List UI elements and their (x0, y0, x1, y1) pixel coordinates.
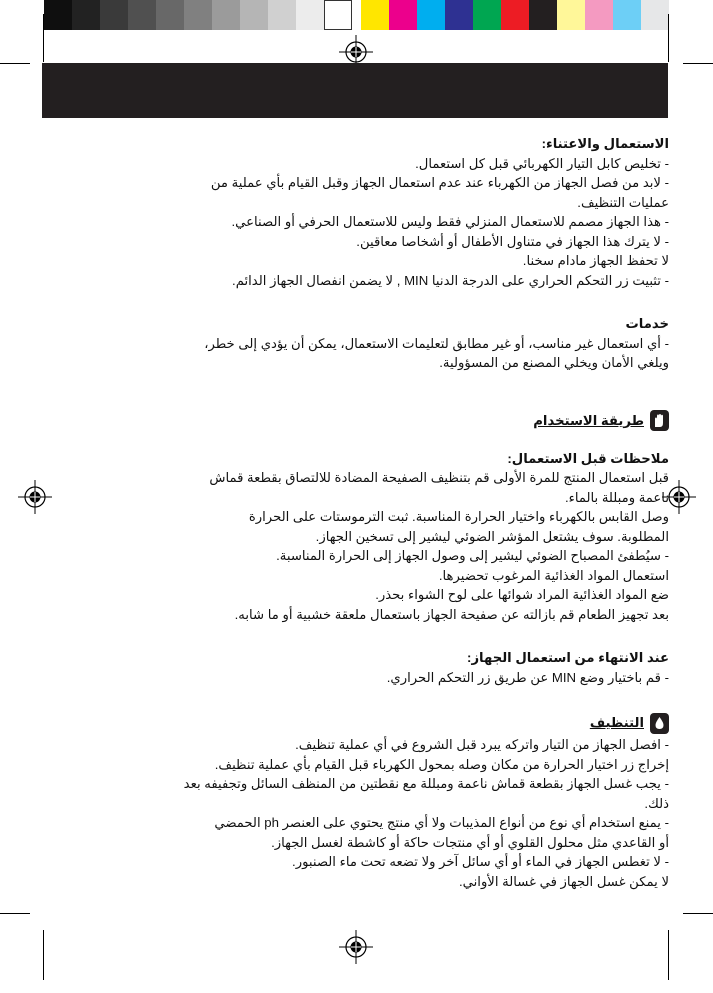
cleaning-heading: التنظيف (589, 715, 644, 731)
registration-mark-icon (18, 480, 52, 514)
hand-icon (650, 410, 669, 431)
color-swatch (585, 0, 613, 30)
crop-mark (668, 930, 669, 980)
color-swatch (184, 0, 212, 30)
color-swatch (641, 0, 669, 30)
cleaning-section-heading (118, 711, 669, 735)
services-heading: خدمات (625, 316, 669, 331)
care-line: لا تحفظ الجهاز مادام سخنا. (522, 253, 669, 268)
color-swatch (72, 0, 100, 30)
after-use-heading: عند الانتهاء من استعمال الجهاز: (467, 650, 669, 665)
usage-heading: طريقة الاستخدام (533, 412, 644, 428)
cleaning-line: إخراج زر اختيار الحرارة من مكان وصله بمحول الكهرباء قبل القيام بأي عملية تنظيف. (214, 756, 669, 772)
care-line: عمليات التنظيف. (577, 194, 669, 210)
crop-mark (683, 913, 713, 914)
color-swatch (324, 0, 352, 30)
care-line: - هذا الجهاز مصمم للاستعمال المنزلي فقط وليس للاستعمال الحرفي أو الصناعي. (231, 214, 669, 229)
color-swatch (128, 0, 156, 30)
cleaning-line: - يمنع استخدام أي نوع من أنواع المذيبات ولا أي منتج يحتوي على العنصر ph الحمضي (214, 815, 669, 830)
color-swatch (361, 0, 389, 30)
usage-line: ضع المواد الغذائية المراد شوائها على لوح الشواء بحذر. (375, 587, 669, 602)
usage-line: استعمال المواد الغذائية المرغوب تحضيرها. (438, 567, 669, 583)
usage-line: قبل استعمال المنتج للمرة الأولى قم بتنظيف الصفيحة المضادة للالتصاق بقطعة قماش (209, 470, 669, 485)
color-swatch (417, 0, 445, 30)
color-swatch (473, 0, 501, 30)
care-line: - لابد من فصل الجهاز من الكهرباء عند عدم استعمال الجهاز وقبل القيام بأي عملية من (210, 175, 669, 190)
care-line: - تثبيت زر التحكم الحراري على الدرجة الدنيا MIN , لا يضمن انفصال الجهاز الدائم. (232, 272, 669, 288)
color-swatch (212, 0, 240, 30)
usage-line: المطلوبة. سوف يشتعل المؤشر الضوئي ليشير إلى تسخين الجهاز. (315, 528, 669, 544)
color-swatch (557, 0, 585, 30)
care-line: - لا يترك هذا الجهاز في متناول الأطفال أو أشخاصا معاقين. (356, 233, 669, 249)
color-swatch (296, 0, 324, 30)
color-swatch (240, 0, 268, 30)
cleaning-line: - يجب غسل الجهاز بقطعة قماش ناعمة ومبللة مع نقطتين من المنظف السائل وتجفيفه بعد (183, 776, 669, 791)
document-body (118, 134, 669, 891)
usage-section-heading (118, 409, 669, 433)
grayscale-calibration-bar (44, 0, 352, 30)
cleaning-line: لا يمكن غسل الجهاز في غسالة الأواني. (458, 873, 669, 889)
usage-before-heading: ملاحظات قبل الاستعمال: (507, 450, 669, 466)
color-swatch (44, 0, 72, 30)
color-swatch (445, 0, 473, 30)
cleaning-line: - لا تغطس الجهاز في الماء أو أي سائل آخر ولا تضعه تحت ماء الصنبور. (292, 854, 669, 869)
services-line: ويلغي الأمان ويخلي المصنع من المسؤولية. (439, 355, 669, 370)
color-swatch (613, 0, 641, 30)
color-swatch (501, 0, 529, 30)
crop-mark (668, 14, 669, 62)
services-line: - أي استعمال غير مناسب، أو غير مطابق لتعليمات الاستعمال، يمكن أن يؤدي إلى خطر، (204, 335, 669, 351)
usage-line: بعد تجهيز الطعام قم بازالته عن صفيحة الجهاز باستعمال ملعقة خشبية أو ما شابه. (234, 606, 669, 622)
usage-line: وصل القابس بالكهرباء واختيار الحرارة المناسبة. ثبت الترموستات على الحرارة (248, 509, 669, 524)
color-swatch (100, 0, 128, 30)
registration-mark-icon (339, 930, 373, 964)
cleaning-line: - افصل الجهاز من التيار واتركه يبرد قبل الشروع في أي عملية تنظيف. (295, 737, 669, 752)
crop-mark (683, 63, 713, 64)
after-use-line: - قم باختيار وضع MIN عن طريق زر التحكم الحراري. (386, 669, 669, 685)
color-swatch (268, 0, 296, 30)
usage-line: ناعمة ومبللة بالماء. (564, 489, 669, 505)
cleaning-line: ذلك. (644, 795, 669, 811)
header-bar (42, 63, 668, 118)
usage-line: - سيُطفئ المصباح الضوئي ليشير إلى وصول الجهاز إلى الحرارة المناسبة. (276, 548, 669, 563)
cleaning-line: أو القاعدي مثل محلول القلوي أو أي منتجات حاكة أو كاشطة لغسل الجهاز. (271, 834, 669, 850)
crop-mark (43, 14, 44, 62)
care-heading: الاستعمال والاعتناء: (541, 136, 669, 151)
crop-mark (0, 63, 30, 64)
care-line: - تخليص كابل التيار الكهربائي قبل كل استعمال. (415, 155, 669, 171)
crop-mark (0, 913, 30, 914)
color-swatch (156, 0, 184, 30)
color-swatch (389, 0, 417, 30)
color-swatch (529, 0, 557, 30)
crop-mark (43, 930, 44, 980)
water-drop-icon (650, 713, 669, 734)
process-color-calibration-bar (361, 0, 669, 30)
